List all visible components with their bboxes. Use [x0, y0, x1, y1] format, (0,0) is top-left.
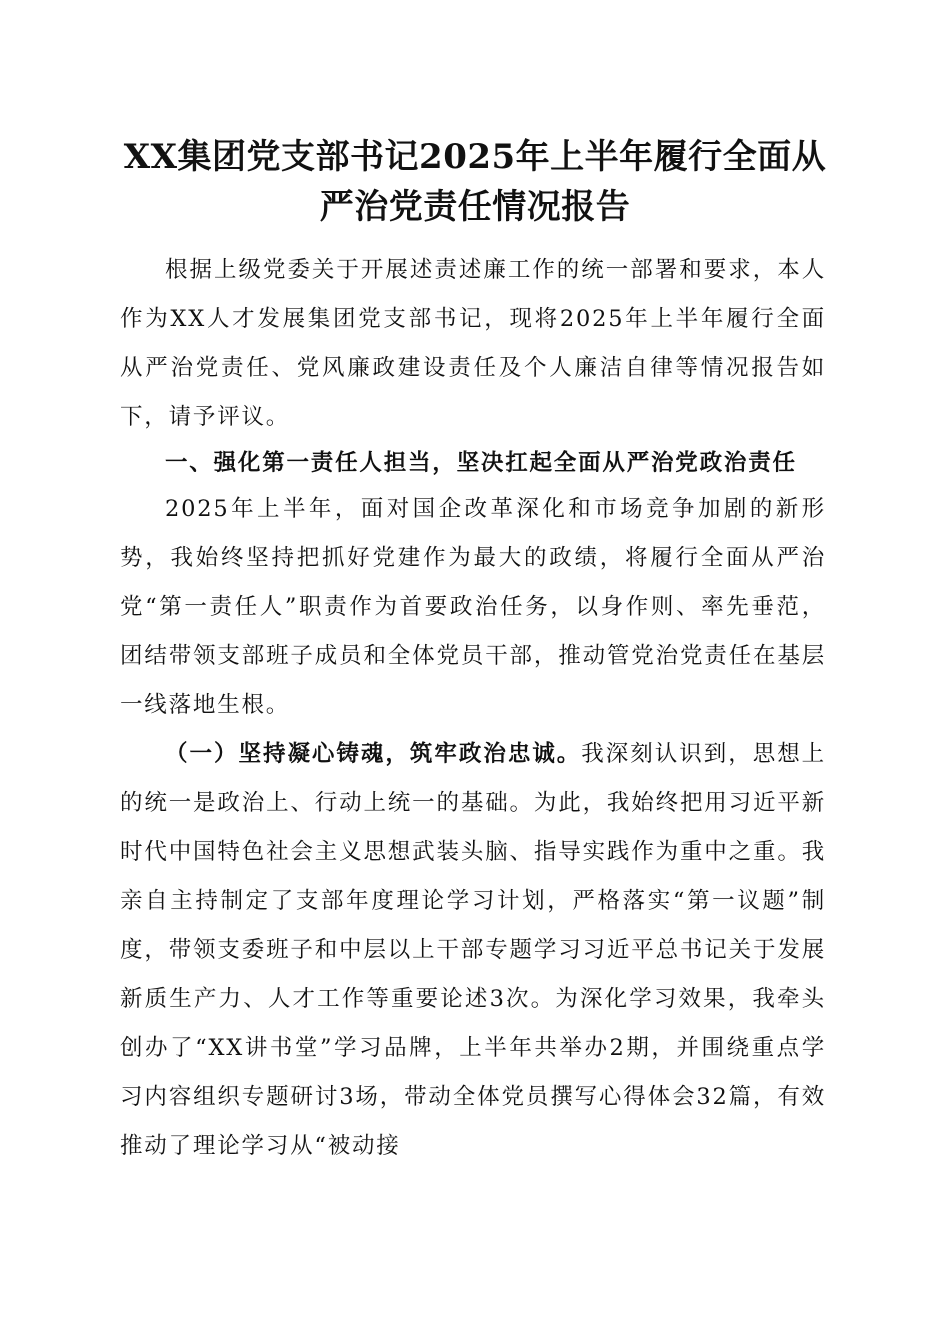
intro-paragraph: 根据上级党委关于开展述责述廉工作的统一部署和要求，本人作为XX人才发展集团党支部书记，现将2025年上半年履行全面从严治党责任、党风廉政建设责任及个人廉洁自律等情况报告如下，请予评议。	[120, 257, 826, 430]
document-body	[120, 246, 826, 1171]
section-1-paragraph: 2025年上半年，面对国企改革深化和市场竞争加剧的新形势，我始终坚持把抓好党建作为最大的政绩，将履行全面从严治党“第一责任人”职责作为首要政治任务，以身作则、率先垂范，团结带领支部班子成员和全体党员干部，推动管党治党责任在基层一线落地生根。	[120, 496, 826, 718]
document-title	[80, 132, 870, 232]
section-1-heading: 一、强化第一责任人担当，坚决扛起全面从严治党政治责任	[165, 450, 797, 476]
title-line-1: XX集团党支部书记2025年上半年履行全面从	[123, 137, 827, 177]
subsection-1-paragraph	[120, 730, 826, 1171]
subsection-1-lead: （一）坚持凝心铸魂，筑牢政治忠诚。	[165, 741, 582, 767]
subsection-1-body: 我深刻认识到，思想上的统一是政治上、行动上统一的基础。为此，我始终把用习近平新时代中国特色社会主义思想武装头脑、指导实践作为重中之重。我亲自主持制定了支部年度理论学习计划，严格落实“第一议题”制度，带领支委班子和中层以上干部专题学习习近平总书记关于发展新质生产力、人才工作等重要论述3次。为深化学习效果，我牵头创办了“XX讲书堂”学习品牌，上半年共举办2期，并围绕重点学习内容组织专题研讨3场，带动全体党员撰写心得体会32篇，有效推动了理论学习从“被动接	[120, 741, 826, 1159]
title-line-2: 严治党责任情况报告	[319, 187, 631, 227]
